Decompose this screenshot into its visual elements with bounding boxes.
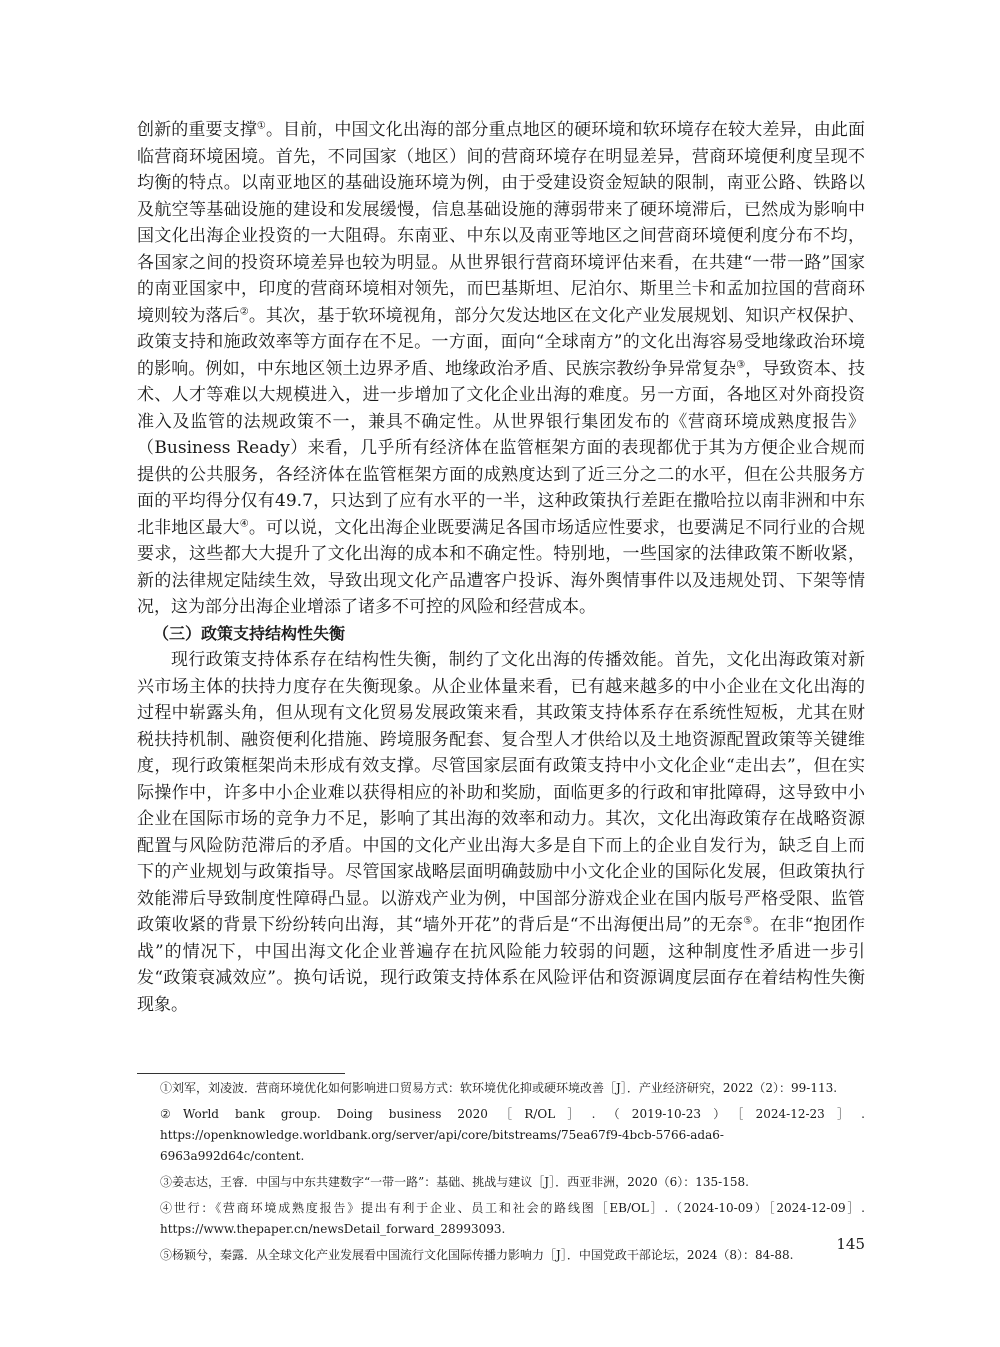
footnote-3: ③姜志达，王睿．中国与中东共建数字“一带一路”：基础、挑战与建议［J］．西亚非洲，2020（6）：135-158. xyxy=(160,1175,749,1189)
text-run: 。在非“抱团作战”的情况下，中国出海文化企业普遍存在抗风险能力较弱的问题，这种制度性矛盾进一步引发“政策衰减效应”。换句话说，现行政策支持体系在风险评估和资源调度层面存在着结构性失衡现象。 xyxy=(137,915,865,1015)
text-run: 。可以说，文化出海企业既要满足各国市场适应性要求，也要满足不同行业的合规要求，这些都大大提升了文化出海的成本和不确定性。特别地，一些国家的法律政策不断收紧，新的法律规定陆续生效，导致出现文化产品遭客户投诉、海外舆情事件以及违规处罚、下架等情况，这为部分出海企业增添了诸多不可控的风险和经营成本。 xyxy=(137,517,866,617)
text-run: 现行政策支持体系存在结构性失衡，制约了文化出海的传播效能。首先，文化出海政策对新兴市场主体的扶持力度存在失衡现象。从企业体量来看，已有越来越多的中小企业在文化出海的过程中崭露头角，但从现有文化贸易发展政策来看，其政策支持体系存在系统性短板，尤其在财税扶持机制、融资便利化措施、跨境服务配套、复合型人才供给以及土地资源配置政策等关键维度，现行政策框架尚未形成有效支撑。尽管国家层面有政策支持中小文化企业“走出去”，但在实际操作中，许多中小企业难以获得相应的补助和奖励，面临更多的行政和审批障碍，这导致中小企业在国际市场的竞争力不足，影响了其出海的效率和动力。其次，文化出海政策存在战略资源配置与风险防范滞后的矛盾。中国的文化产业出海大多是自下而上的企业自发行为，缺乏自上而下的产业规划与政策指导。尽管国家战略层面明确鼓励中小文化企业的国际化发展，但政策执行效能滞后导致制度性障碍凸显。以游戏产业为例，中国部分游戏企业在国内版号严格受限、监管政策收紧的背景下纷纷转向出海，其“墙外开花”的背后是“不出海便出局”的无奈 xyxy=(137,650,865,935)
text-run: 。其次，基于软环境视角，部分欠发达地区在文化产业发展规划、知识产权保护、政策支持和施政效率等方面存在不足。一方面，面向“全球南方”的文化出海容易受地缘政治环境的影响。例如，中东地区领土边界矛盾、地缘政治矛盾、民族宗教纷争异常复杂 xyxy=(137,305,866,379)
text-run: 创新的重要支撑 xyxy=(137,120,257,140)
body-paragraph-2 xyxy=(137,647,865,1018)
footnote-ref-2[interactable]: ② xyxy=(239,305,249,317)
footnote-ref-3[interactable]: ③ xyxy=(736,358,746,370)
footnote-1: ①刘军，刘凌波．营商环境优化如何影响进口贸易方式：软环境优化抑或硬环境改善［J］．产业经济研究，2022（2）：99-113. xyxy=(160,1081,838,1095)
text-run: 。目前，中国文化出海的部分重点地区的硬环境和软环境存在较大差异，由此面临营商环境困境。首先，不同国家（地区）间的营商环境存在明显差异，营商环境便利度呈现不均衡的特点。以南亚地区的基础设施环境为例，由于受建设资金短缺的限制，南亚公路、铁路以及航空等基础设施的建设和发展缓慢，信息基础设施的薄弱带来了硬环境滞后，已然成为影响中国文化出海企业投资的一大阻碍。东南亚、中东以及南亚等地区之间营商环境便利度分布不均，各国家之间的投资环境差异也较为明显。从世界银行营商环境评估来看，在共建“一带一路”国家的南亚国家中，印度的营商环境相对领先，而巴基斯坦、尼泊尔、斯里兰卡和孟加拉国的营商环境则较为落后 xyxy=(137,120,866,326)
footnote-2: ②World bank group. Doing business 2020［R/OL］.（2019-10-23）［2024-12-23］. https://openknowledge.worldbank.org/server/api/core/bitstreams/75ea67f9-4bcb-5766-ada6-6963a992d64c/content. xyxy=(160,1107,865,1163)
body-paragraph-1 xyxy=(137,117,865,621)
section-heading: （三）政策支持结构性失衡 xyxy=(153,623,346,643)
page-number: 145 xyxy=(836,1235,865,1253)
footnote-ref-4[interactable]: ④ xyxy=(239,517,249,529)
footnote-divider xyxy=(137,1073,345,1074)
footnote-4: ④世行：《营商环境成熟度报告》提出有利于企业、员工和社会的路线图［EB/OL］.（2024-10-09）［2024-12-09］. https://www.thepaper.cn/newsDetail_forward_28993093. xyxy=(160,1201,865,1236)
footnote-ref-5[interactable]: ⑤ xyxy=(743,915,753,927)
text-run: ，导致资本、技术、人才等难以大规模进入，进一步增加了文化企业出海的难度。另一方面，各地区对外商投资准入及监管的法规政策不一，兼具不确定性。从世界银行集团发布的《营商环境成熟度报告》（Business Ready）来看，几乎所有经济体在监管框架方面的表现都优于其为方便企业合规而提供的公共服务，各经济体在监管框架方面的成熟度达到了近三分之二的水平，但在公共服务方面的平均得分仅有49.7，只达到了应有水平的一半，这种政策执行差距在撒哈拉以南非洲和中东北非地区最大 xyxy=(137,358,866,538)
footnote-5: ⑤杨颖兮，秦露．从全球文化产业发展看中国流行文化国际传播力影响力［J］．中国党政干部论坛，2024（8）：84-88. xyxy=(160,1248,794,1262)
footnote-ref-1[interactable]: ① xyxy=(256,120,266,132)
main-body-text xyxy=(137,117,865,1018)
footnotes xyxy=(160,1078,865,1271)
